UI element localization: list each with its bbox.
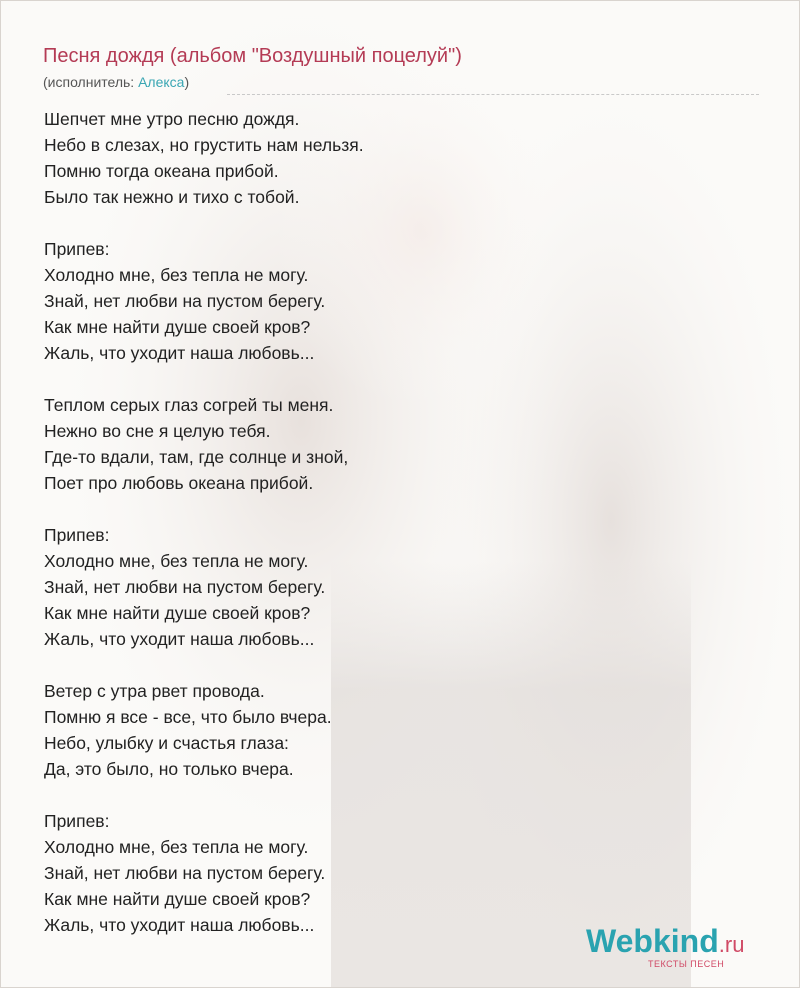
chorus-heading: Припев: [44, 525, 110, 545]
lyric-line: Было так нежно и тихо с тобой. [44, 187, 300, 207]
stanza [44, 678, 744, 782]
lyric-line: Жаль, что уходит наша любовь... [44, 915, 315, 935]
lyric-line: Как мне найти душе своей кров? [44, 317, 311, 337]
chorus-heading: Припев: [44, 811, 110, 831]
stanza [44, 392, 744, 496]
artist-byline [43, 74, 189, 90]
lyric-line: Нежно во сне я целую тебя. [44, 421, 271, 441]
lyric-line: Ветер с утра рвет провода. [44, 681, 265, 701]
lyric-line: Где-то вдали, там, где солнце и зной, [44, 447, 349, 467]
lyric-line: Жаль, что уходит наша любовь... [44, 629, 315, 649]
lyric-line: Как мне найти душе своей кров? [44, 603, 311, 623]
chorus-stanza [44, 236, 744, 366]
webkind-logo[interactable] [586, 923, 745, 969]
artist-link[interactable]: Алекса [138, 74, 185, 90]
logo-tld: .ru [718, 932, 745, 957]
logo-wordmark: Webkind [586, 923, 719, 959]
lyric-line: Холодно мне, без тепла не могу. [44, 837, 309, 857]
lyric-line: Жаль, что уходит наша любовь... [44, 343, 315, 363]
lyric-line: Помню я все - все, что было вчера. [44, 707, 332, 727]
lyric-line: Да, это было, но только вчера. [44, 759, 294, 779]
song-title: Песня дождя (альбом "Воздушный поцелуй") [43, 45, 462, 67]
byline-suffix: ) [184, 74, 190, 90]
lyrics-body [44, 106, 744, 964]
lyric-line: Поет про любовь океана прибой. [44, 473, 314, 493]
lyric-line: Небо в слезах, но грустить нам нельзя. [44, 135, 364, 155]
header-divider [227, 94, 759, 95]
lyric-line: Знай, нет любви на пустом берегу. [44, 291, 326, 311]
stanza [44, 106, 744, 210]
lyric-line: Небо, улыбку и счастья глаза: [44, 733, 289, 753]
lyric-line: Знай, нет любви на пустом берегу. [44, 863, 326, 883]
chorus-stanza [44, 808, 744, 938]
lyric-line: Знай, нет любви на пустом берегу. [44, 577, 326, 597]
lyric-line: Холодно мне, без тепла не могу. [44, 265, 309, 285]
lyric-line: Теплом серых глаз согрей ты меня. [44, 395, 334, 415]
byline-prefix: (исполнитель: [43, 74, 139, 90]
lyric-line: Холодно мне, без тепла не могу. [44, 551, 309, 571]
chorus-heading: Припев: [44, 239, 110, 259]
chorus-stanza [44, 522, 744, 652]
lyric-line: Шепчет мне утро песню дождя. [44, 109, 300, 129]
lyric-line: Как мне найти душе своей кров? [44, 889, 311, 909]
lyric-line: Помню тогда океана прибой. [44, 161, 279, 181]
logo-tagline: ТЕКСТЫ ПЕСЕН [648, 959, 725, 969]
